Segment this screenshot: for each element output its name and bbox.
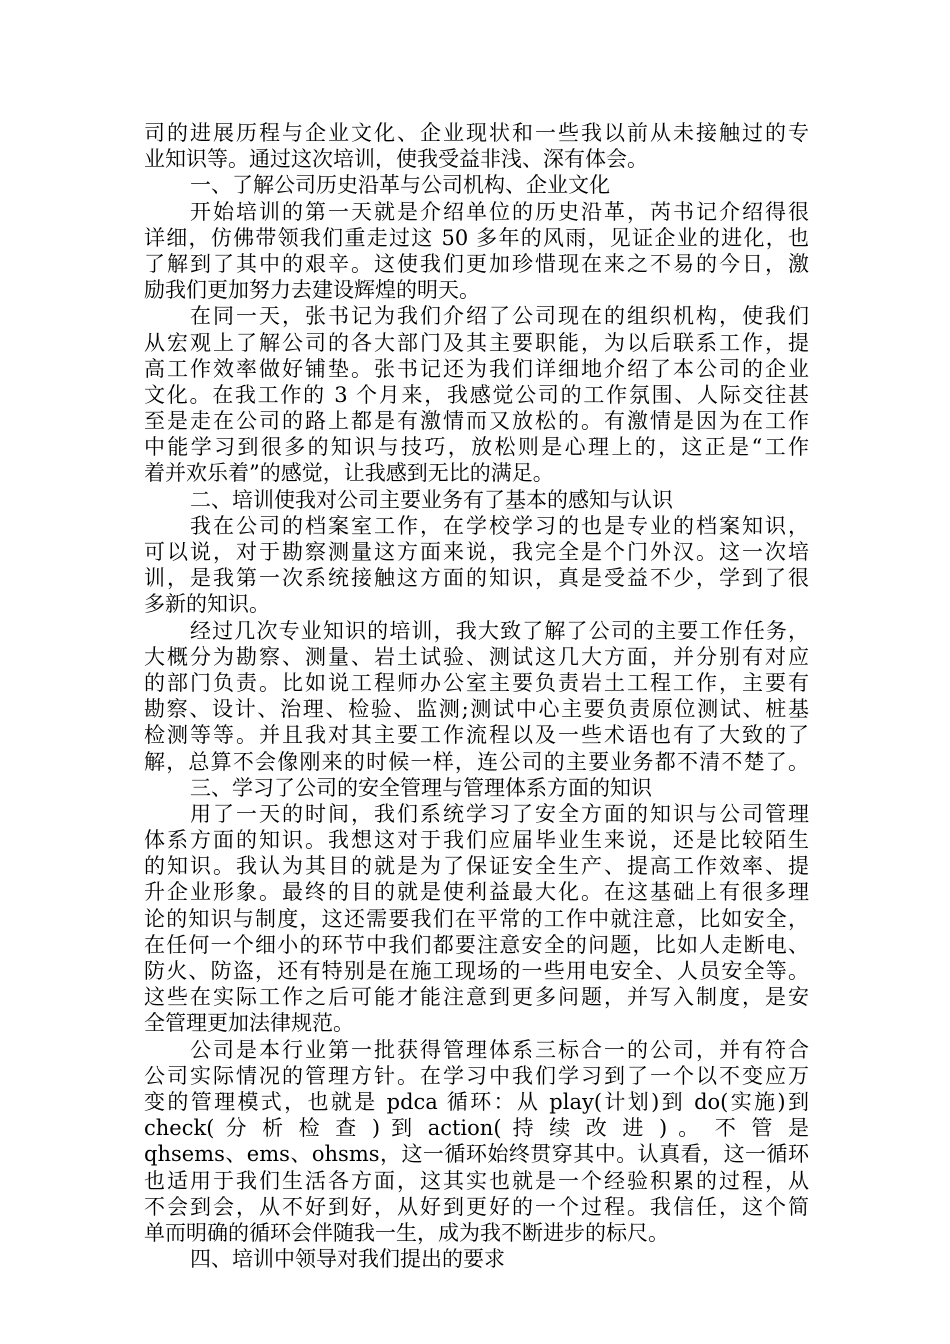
text-line: 在同一天，张书记为我们介绍了公司现在的组织机构，使我们 (190, 304, 809, 329)
text-line: 变的管理模式，也就是 pdca 循环：从 play(计划)到 do(实施)到 (144, 1089, 809, 1114)
text-line: 着并欢乐着”的感觉，让我感到无比的满足。 (144, 461, 554, 486)
text-line: 这些在实际工作之后可能才能注意到更多问题，并写入制度，是安 (144, 985, 809, 1010)
text-line: 励我们更加努力去建设辉煌的明天。 (144, 278, 480, 303)
text-line: 升企业形象。最终的目的就是使利益最大化。在这基础上有很多理 (144, 880, 809, 905)
section-heading: 二、培训使我对公司主要业务有了基本的感知与认识 (190, 487, 673, 512)
text-line: 论的知识与制度，这还需要我们在平常的工作中就注意，比如安全， (144, 906, 809, 931)
text-line: 业知识等。通过这次培训，使我受益非浅、深有体会。 (144, 147, 648, 172)
text-line: 了解到了其中的艰辛。这使我们更加珍惜现在来之不易的今日，激 (144, 251, 809, 276)
text-line: 在任何一个细小的环节中我们都要注意安全的问题，比如人走断电、 (144, 932, 809, 957)
text-line: 经过几次专业知识的培训，我大致了解了公司的主要工作任务， (190, 618, 809, 643)
text-line: 的知识。我认为其目的就是为了保证安全生产、提高工作效率、提 (144, 854, 809, 879)
text-line: 文化。在我工作的 3 个月来，我感觉公司的工作氛围、人际交往甚 (144, 382, 809, 407)
text-line: check( 分 析 检 查 ) 到 action( 持 续 改 进 ) 。 不 管 是 (144, 1116, 809, 1141)
text-line: 我在公司的档案室工作，在学校学习的也是专业的档案知识， (190, 513, 809, 538)
text-line: 公司实际情况的管理方针。在学习中我们学习到了一个以不变应万 (144, 1063, 809, 1088)
text-line: 不会到会，从不好到好，从好到更好的一个过程。我信任，这个简 (144, 1194, 809, 1219)
text-line: 检测等等。并且我对其主要工作流程以及一些术语也有了大致的了 (144, 723, 809, 748)
text-line: 从宏观上了解公司的各大部门及其主要职能，为以后联系工作，提 (144, 330, 809, 355)
text-line: 中能学习到很多的知识与技巧，放松则是心理上的，这正是“工作 (144, 435, 809, 460)
text-line: 解，总算不会像刚来的时候一样，连公司的主要业务都不清不楚了。 (144, 749, 809, 774)
text-line: 可以说，对于勘察测量这方面来说，我完全是个门外汉。这一次培 (144, 540, 809, 564)
text-line: 司的进展历程与企业文化、企业现状和一些我以前从未接触过的专 (144, 121, 809, 145)
text-line: 勘察、设计、治理、检验、监测;测试中心主要负责原位测试、桩基 (144, 697, 809, 722)
text-line: 开始培训的第一天就是介绍单位的历史沿革，芮书记介绍得很 (190, 199, 809, 224)
section-heading: 一、了解公司历史沿革与公司机构、企业文化 (190, 173, 610, 198)
text-line: 也适用于我们生活各方面，这其实也就是一个经验积累的过程，从 (144, 1168, 809, 1193)
text-line: 训，是我第一次系统接触这方面的知识，真是受益不少，学到了很 (144, 566, 809, 591)
text-line: 体系方面的知识。我想这对于我们应届毕业生来说，还是比较陌生 (144, 828, 809, 853)
text-line: 高工作效率做好铺垫。张书记还为我们详细地介绍了本公司的企业 (144, 356, 809, 381)
text-line: 大概分为勘察、测量、岩土试验、测试这几大方面，并分别有对应 (144, 644, 809, 669)
text-line: 公司是本行业第一批获得管理体系三标合一的公司，并有符合 (190, 1037, 809, 1062)
document-body (144, 120, 809, 1272)
text-line: 全管理更加法律规范。 (144, 1011, 354, 1036)
text-line: 多新的知识。 (144, 592, 270, 617)
text-line: qhsems、ems、ohsms，这一循环始终贯穿其中。认真看，这一循环 (144, 1142, 809, 1167)
section-heading: 四、培训中领导对我们提出的要求 (190, 1247, 505, 1272)
text-line: 详细，仿佛带领我们重走过这 50 多年的风雨，见证企业的进化，也 (144, 225, 809, 250)
text-line: 至是走在公司的路上都是有激情而又放松的。有激情是因为在工作 (144, 409, 809, 434)
text-line: 单而明确的循环会伴随我一生，成为我不断进步的标尺。 (144, 1220, 669, 1245)
text-line: 用了一天的时间，我们系统学习了安全方面的知识与公司管理 (190, 801, 809, 826)
text-line: 防火、防盗，还有特别是在施工现场的一些用电安全、人员安全等。 (144, 959, 809, 983)
text-line: 的部门负责。比如说工程师办公室主要负责岩土工程工作，主要有 (144, 670, 809, 695)
section-heading: 三、学习了公司的安全管理与管理体系方面的知识 (190, 775, 652, 800)
